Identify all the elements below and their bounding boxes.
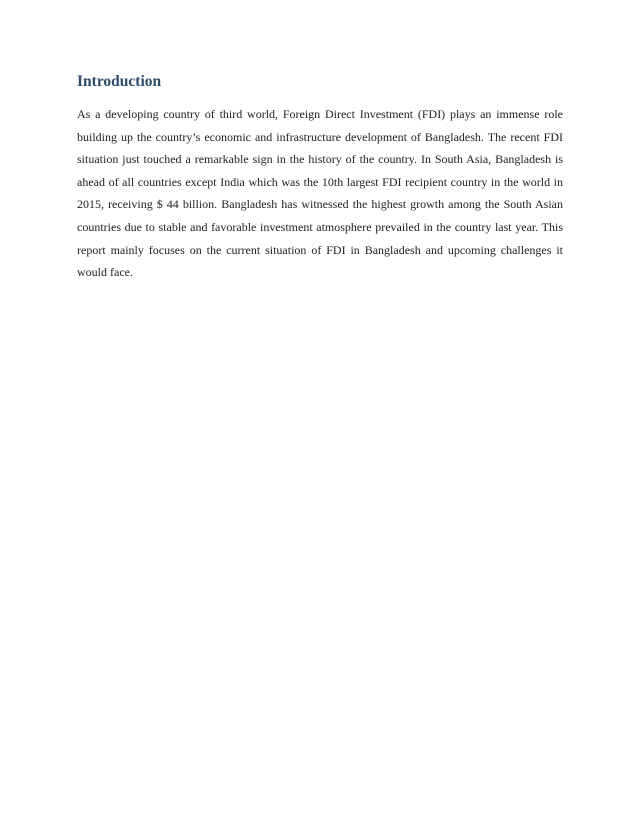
section-heading: Introduction [77, 73, 162, 90]
introduction-paragraph: As a developing country of third world, Foreign Direct Investment (FDI) plays an immense role building up the country’s economic and infrastructure development of Bangladesh. The recent FDI situation just touched a remarkable sign in the history of the country. In South Asia, Bangladesh is ahead of all countries except India which was the 10th largest FDI recipient country in the world in 2015, receiving $ 44 billion. Bangladesh has witnessed the highest growth among the South Asian countries due to stable and favorable investment atmosphere prevailed in the country last year. This report mainly focuses on the current situation of FDI in Bangladesh and upcoming challenges it would face. [77, 107, 563, 280]
